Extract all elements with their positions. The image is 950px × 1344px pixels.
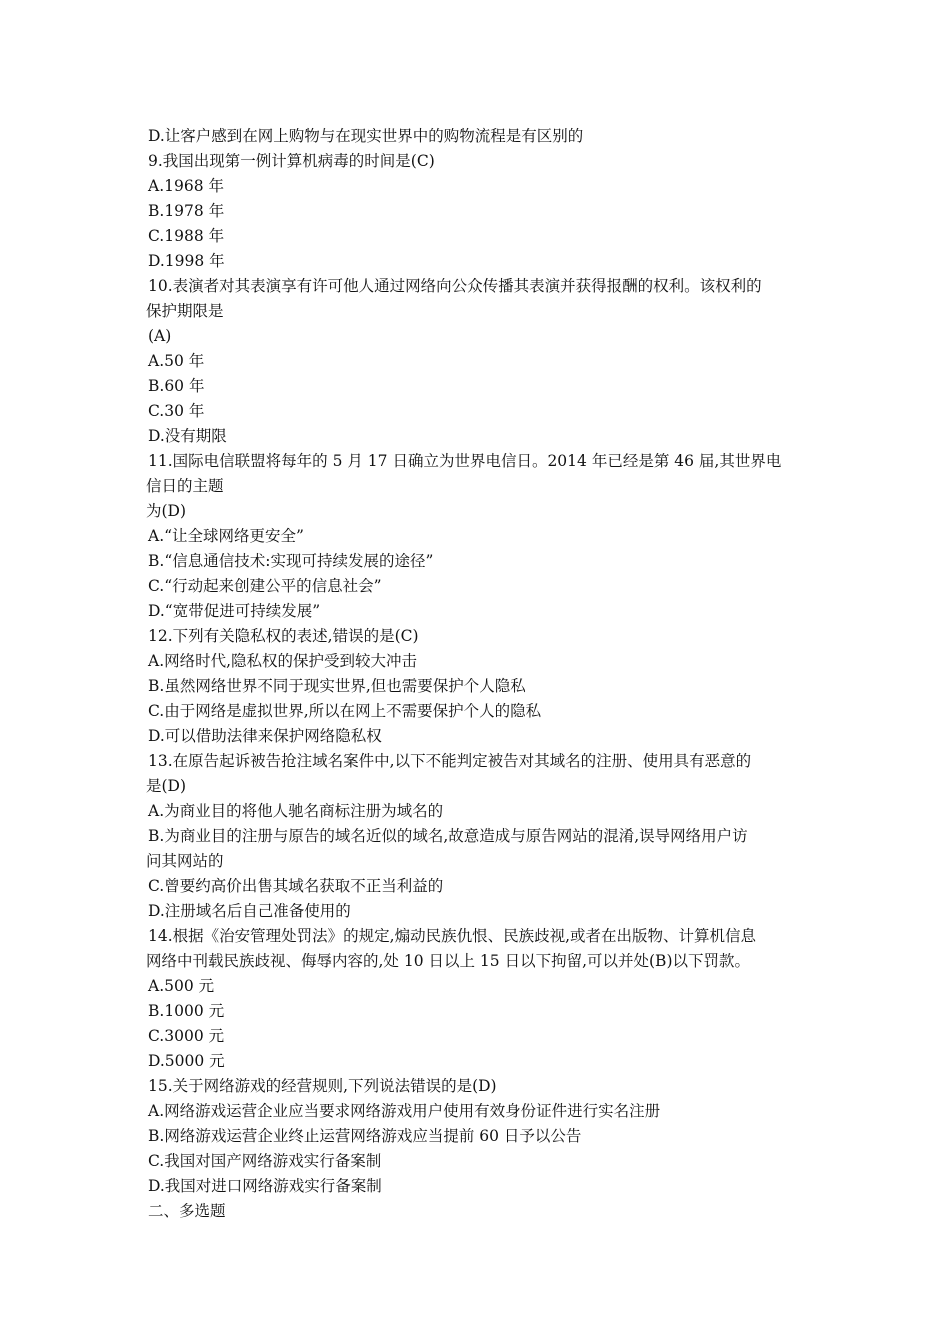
text-line: C.由于网络是虚拟世界,所以在网上不需要保护个人的隐私 (148, 702, 542, 720)
text-line: D.1998 年 (148, 252, 225, 270)
text-line: A.500 元 (148, 977, 215, 995)
text-line: 14.根据《治安管理处罚法》的规定,煽动民族仇恨、民族歧视,或者在出版物、计算机信息 (148, 927, 757, 945)
text-line: 保护期限是 (146, 302, 224, 320)
text-line: A.网络游戏运营企业应当要求网络游戏用户使用有效身份证件进行实名注册 (148, 1102, 661, 1120)
text-line: C.1988 年 (148, 227, 225, 245)
text-line: A.网络时代,隐私权的保护受到较大冲击 (148, 652, 418, 670)
text-line: B.“信息通信技术:实现可持续发展的途径” (148, 552, 434, 570)
text-line: B.60 年 (148, 377, 205, 395)
text-line: C.“行动起来创建公平的信息社会” (148, 577, 382, 595)
document-body (146, 124, 816, 1224)
text-line: A.50 年 (148, 352, 205, 370)
text-line: 二、多选题 (148, 1202, 226, 1220)
text-line: A.1968 年 (148, 177, 224, 195)
text-line: D.注册域名后自己准备使用的 (148, 902, 351, 920)
text-line: 12.下列有关隐私权的表述,错误的是(C) (148, 627, 419, 645)
text-line: D.5000 元 (148, 1052, 225, 1070)
text-line: 11.国际电信联盟将每年的 5 月 17 日确立为世界电信日。2014 年已经是第 46 届,其世界电 (148, 452, 782, 470)
text-line: D.让客户感到在网上购物与在现实世界中的购物流程是有区别的 (148, 127, 584, 145)
text-line: C.我国对国产网络游戏实行备案制 (148, 1152, 382, 1170)
text-line: 信日的主题 (146, 477, 224, 495)
text-line: D.“宽带促进可持续发展” (148, 602, 321, 620)
text-line: B.网络游戏运营企业终止运营网络游戏应当提前 60 日予以公告 (148, 1127, 582, 1145)
text-line: C.30 年 (148, 402, 205, 420)
text-line: 网络中刊载民族歧视、侮辱内容的,处 10 日以上 15 日以下拘留,可以并处(B)以下罚款。 (146, 952, 750, 970)
text-line: 问其网站的 (146, 852, 224, 870)
text-line: A.“让全球网络更安全” (148, 527, 304, 545)
text-line: B.1978 年 (148, 202, 225, 220)
text-line: A.为商业目的将他人驰名商标注册为域名的 (148, 802, 444, 820)
text-line: B.虽然网络世界不同于现实世界,但也需要保护个人隐私 (148, 677, 526, 695)
text-line: 10.表演者对其表演享有许可他人通过网络向公众传播其表演并获得报酬的权利。该权利的 (148, 277, 762, 295)
text-line: 为(D) (146, 502, 187, 520)
text-line: C.3000 元 (148, 1027, 225, 1045)
text-line: D.没有期限 (148, 427, 227, 445)
text-line: D.我国对进口网络游戏实行备案制 (148, 1177, 382, 1195)
text-line: (A) (148, 327, 172, 345)
text-line: 15.关于网络游戏的经营规则,下列说法错误的是(D) (148, 1077, 497, 1095)
text-line: C.曾要约高价出售其域名获取不正当利益的 (148, 877, 444, 895)
text-line: 9.我国出现第一例计算机病毒的时间是(C) (148, 152, 435, 170)
text-line: 是(D) (146, 777, 187, 795)
text-line: 13.在原告起诉被告抢注域名案件中,以下不能判定被告对其域名的注册、使用具有恶意的 (148, 752, 752, 770)
text-line: B.1000 元 (148, 1002, 225, 1020)
text-line: D.可以借助法律来保护网络隐私权 (148, 727, 382, 745)
text-line: B.为商业目的注册与原告的域名近似的域名,故意造成与原告网站的混淆,误导网络用户访 (148, 827, 748, 845)
